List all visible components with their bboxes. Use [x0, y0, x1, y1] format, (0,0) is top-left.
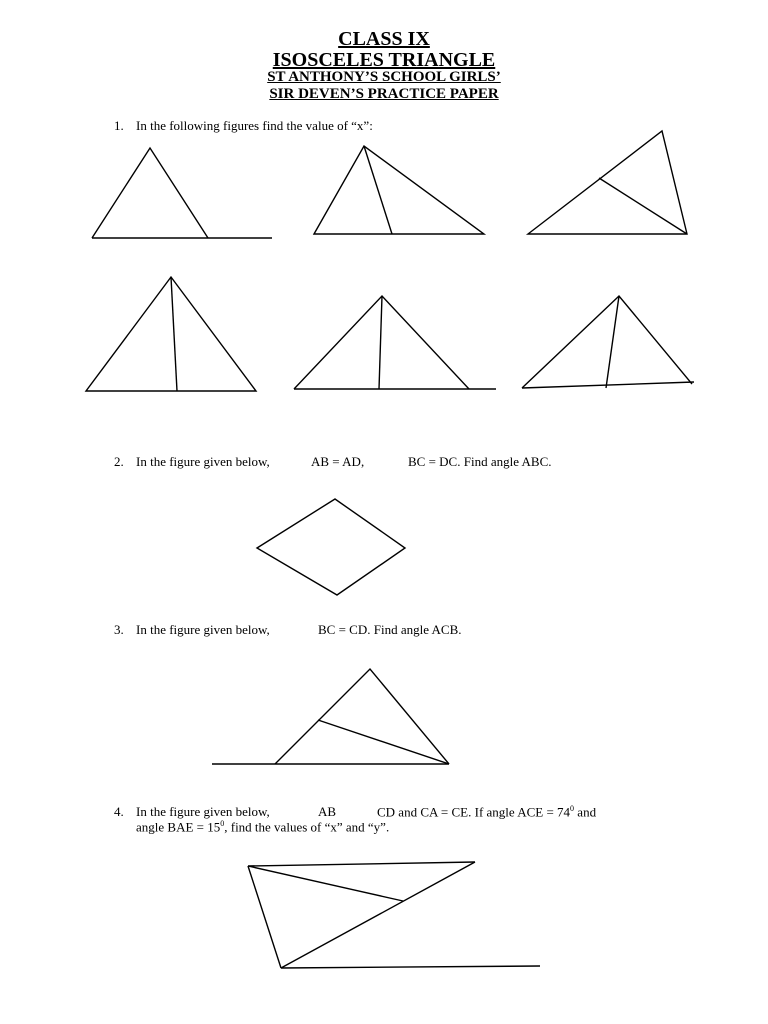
- question-text: In the figure given below,: [136, 454, 270, 469]
- figure-4: [248, 862, 540, 968]
- question-text: In the figure given below,: [136, 622, 270, 637]
- question-ask: BC = CD. Find angle ACB.: [318, 622, 462, 637]
- question-number: 3.: [114, 622, 124, 637]
- question-given-ab: AB: [318, 804, 337, 819]
- question-number: 1.: [114, 118, 124, 133]
- class-heading: CLASS IX: [338, 28, 430, 50]
- question-text: In the figure given below,: [136, 804, 270, 819]
- school-heading: ST ANTHONY’S SCHOOL GIRLS’: [267, 69, 501, 85]
- figure-1a: [92, 148, 272, 238]
- topic-heading: ISOSCELES TRIANGLE: [272, 49, 496, 71]
- figure-1c: [528, 131, 687, 234]
- figure-3: [212, 669, 449, 764]
- question-number: 4.: [114, 804, 124, 819]
- figure-1f: [522, 296, 694, 388]
- question-given: AB = AD,: [311, 454, 365, 469]
- question-text: In the following figures find the value of “x”:: [136, 118, 373, 133]
- paper-heading: SIR DEVEN’S PRACTICE PAPER: [269, 86, 499, 102]
- figure-2: [257, 499, 405, 595]
- figure-1b: [314, 146, 484, 234]
- figure-1e: [294, 296, 496, 389]
- question-number: 2.: [114, 454, 124, 469]
- figure-1d: [86, 277, 256, 391]
- question-ask: BC = DC. Find angle ABC.: [408, 454, 552, 469]
- question-4-line-2: angle BAE = $15^0$, find the values of “x” and “y”.: [136, 819, 390, 835]
- question-given: CD and CA = CE. If angle ACE = $74^0$ and: [377, 804, 597, 820]
